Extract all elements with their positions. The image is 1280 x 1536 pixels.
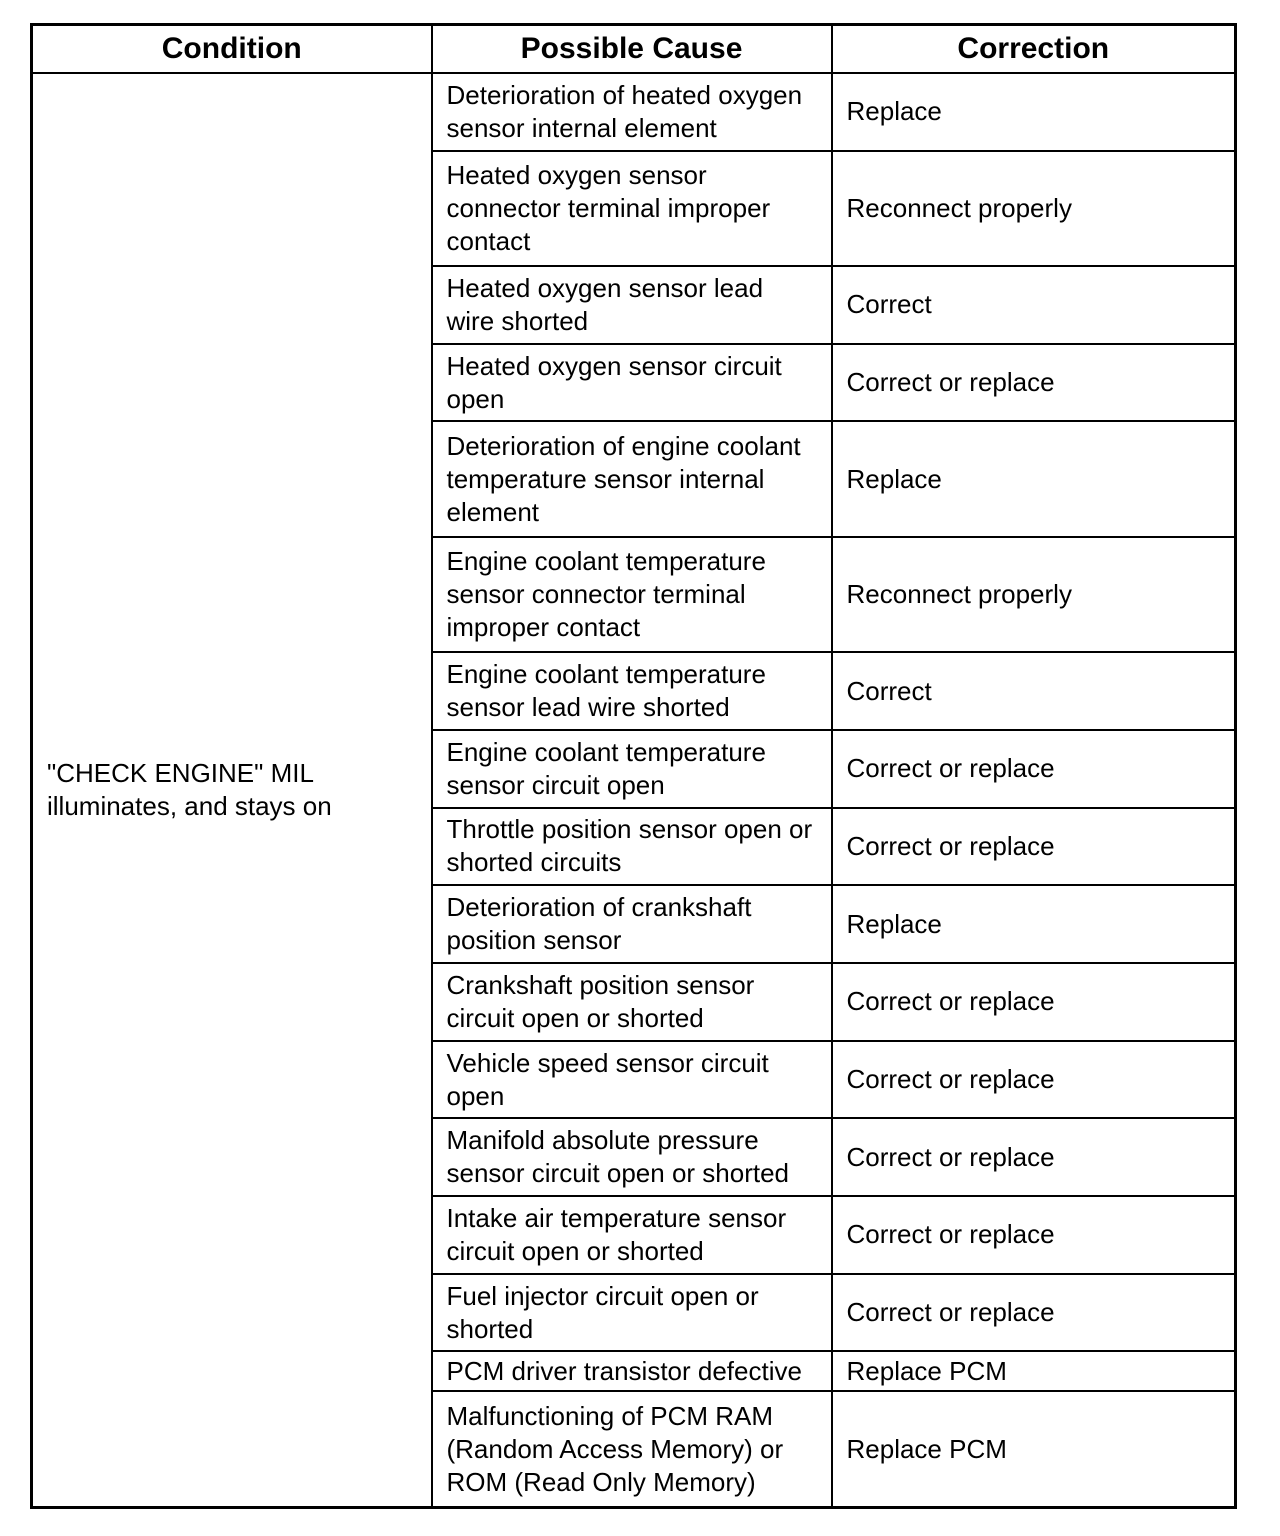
cause-cell: Heated oxygen sensor lead wire shorted xyxy=(432,266,832,344)
condition-cell: "CHECK ENGINE" MIL illuminates, and stays on xyxy=(32,73,432,1508)
cause-cell: Vehicle speed sensor circuit open xyxy=(432,1041,832,1119)
cause-cell: Engine coolant temperature sensor connector terminal improper contact xyxy=(432,537,832,652)
cause-cell: Throttle position sensor open or shorted circuits xyxy=(432,808,832,886)
correction-cell: Correct or replace xyxy=(832,1274,1236,1352)
correction-cell: Correct or replace xyxy=(832,808,1236,886)
header-condition: Condition xyxy=(32,25,432,74)
correction-cell: Correct or replace xyxy=(832,344,1236,422)
cause-cell: Deterioration of engine coolant temperature sensor internal element xyxy=(432,421,832,536)
cause-cell: Intake air temperature sensor circuit open or shorted xyxy=(432,1196,832,1274)
header-possible-cause: Possible Cause xyxy=(432,25,832,74)
table-row xyxy=(32,73,1236,151)
cause-cell: Malfunctioning of PCM RAM (Random Access Memory) or ROM (Read Only Memory) xyxy=(432,1391,832,1507)
cause-cell: Heated oxygen sensor connector terminal improper contact xyxy=(432,151,832,266)
correction-cell: Replace xyxy=(832,73,1236,151)
header-row xyxy=(32,25,1236,74)
correction-cell: Reconnect properly xyxy=(832,151,1236,266)
cause-cell: Fuel injector circuit open or shorted xyxy=(432,1274,832,1352)
correction-cell: Reconnect properly xyxy=(832,537,1236,652)
cause-cell: PCM driver transistor defective xyxy=(432,1351,832,1391)
correction-cell: Correct or replace xyxy=(832,730,1236,808)
cause-cell: Manifold absolute pressure sensor circuit open or shorted xyxy=(432,1118,832,1196)
correction-cell: Correct or replace xyxy=(832,1118,1236,1196)
correction-cell: Correct or replace xyxy=(832,1196,1236,1274)
correction-cell: Correct xyxy=(832,266,1236,344)
correction-cell: Replace PCM xyxy=(832,1351,1236,1391)
table-body xyxy=(32,73,1236,1508)
correction-cell: Correct or replace xyxy=(832,963,1236,1041)
correction-cell: Replace PCM xyxy=(832,1391,1236,1507)
cause-cell: Crankshaft position sensor circuit open or shorted xyxy=(432,963,832,1041)
cause-cell: Engine coolant temperature sensor lead wire shorted xyxy=(432,652,832,730)
cause-cell: Engine coolant temperature sensor circuit open xyxy=(432,730,832,808)
correction-cell: Correct xyxy=(832,652,1236,730)
correction-cell: Correct or replace xyxy=(832,1041,1236,1119)
header-correction: Correction xyxy=(832,25,1236,74)
cause-cell: Heated oxygen sensor circuit open xyxy=(432,344,832,422)
cause-cell: Deterioration of heated oxygen sensor internal element xyxy=(432,73,832,151)
cause-cell: Deterioration of crankshaft position sensor xyxy=(432,885,832,963)
correction-cell: Replace xyxy=(832,885,1236,963)
correction-cell: Replace xyxy=(832,421,1236,536)
diagnosis-table xyxy=(30,23,1237,1509)
